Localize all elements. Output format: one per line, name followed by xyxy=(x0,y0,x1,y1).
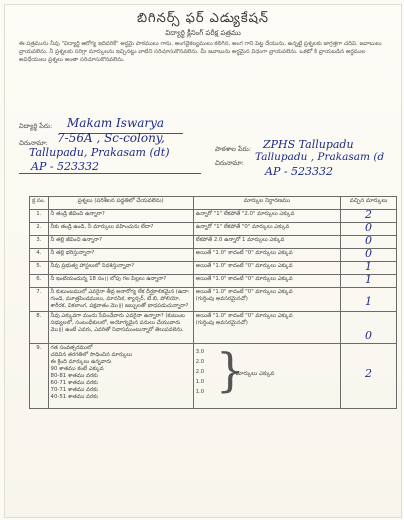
row-serial: 8. xyxy=(30,312,49,344)
table-row xyxy=(30,344,397,409)
marks-scale-values xyxy=(196,347,204,397)
school-address-label: చిరునామా: xyxy=(215,159,244,167)
row-marking: అయితే "1.0" కాదంటే "0" మార్కులు ఎక్కువ xyxy=(193,262,340,275)
scale-value: 1.0 xyxy=(195,379,205,385)
row-question: నీకు తండ్రి ఉండి, నీ మార్కులు వహించును లేదా? xyxy=(48,223,193,236)
row-serial: 4. xyxy=(30,249,49,262)
row-score: 1 xyxy=(365,260,373,273)
row-question: నీవు ఎక్కువగా మందు సేవించేవారు ఎవరైనా ఉన్నారా? (కుటుంబ సభ్యులలో, సంబంధీకులలో, అయోగ్యమైన పనులు చేయువారు మొ॥) ఉంటే ఎవరు, ఎవరితో నివాసముంటున్నారో తెలుపవలెను. xyxy=(48,312,193,344)
school-address-line-1: Tallupadu , Prakasam (d xyxy=(255,151,385,163)
row-marking xyxy=(193,344,340,409)
scale-value: 2.0 xyxy=(195,369,205,375)
student-address-line-3: AP - 523332 xyxy=(31,160,100,173)
table-row xyxy=(30,275,397,288)
row9-line: 70-71 శాతము వరకు xyxy=(50,387,98,393)
curly-brace: } xyxy=(215,343,246,397)
row-serial: 6. xyxy=(30,275,49,288)
row9-line: 60-71 శాతము వరకు xyxy=(50,380,98,386)
row-marking xyxy=(193,288,340,312)
row-score: 2 xyxy=(365,367,373,380)
row-marking-line-1: అయితే "1.0" కాదంటే "0" మార్కులు ఎక్కువ xyxy=(195,289,293,295)
table-row xyxy=(30,210,397,223)
row-marking: ఉన్నారో "1" లేకపోతే "0" మార్కులు ఎక్కువ xyxy=(193,223,340,236)
row9-line: 80-81 శాతము వరకు xyxy=(50,373,98,379)
row9-line: ఈ క్రింది మార్కులు ఉన్నవారు xyxy=(50,359,112,365)
school-address-line-2: AP - 523332 xyxy=(265,165,334,178)
row-serial: 7. xyxy=(30,288,49,312)
row-question: నీ తండ్రి జీవించి ఉన్నారా? xyxy=(48,210,193,223)
scale-value: 1.0 xyxy=(195,389,205,395)
row-score: 0 xyxy=(365,234,373,247)
student-name-label: విద్యార్థి పేరు: xyxy=(19,122,53,130)
row-score: 0 xyxy=(365,221,373,234)
row-marking-line-2: (గుర్తింపు అవసరమైనచో) xyxy=(195,296,248,302)
row-marking: అయితే "1.0" కాదంటే "0" మార్కులు ఎక్కువ xyxy=(193,249,340,262)
header-serial: క్ర.సం. xyxy=(30,197,49,210)
school-name-value: ZPHS Tallupadu xyxy=(263,138,354,151)
row9-line: చదివిన తరగతిలో సాధించిన మార్కులు xyxy=(50,352,133,358)
table-header-row xyxy=(30,197,397,210)
header-question: ప్రశ్నలు (పరిశీలన పద్ధతిలో చేయవలెను) xyxy=(48,197,193,210)
student-name-value: Makam Iswarya xyxy=(67,116,165,130)
row9-line: 40-51 శాతము వరకు xyxy=(50,394,98,400)
row-score: 1 xyxy=(365,295,373,308)
table-row xyxy=(30,223,397,236)
row-serial: 5. xyxy=(30,262,49,275)
student-address-line-2: Tallupadu, Prakasam (dt) xyxy=(29,146,170,159)
row-marking: లేకపోతే 2.0 ఉన్నారో 1 మార్కులు ఎక్కువ xyxy=(193,236,340,249)
row-question: నీ తల్లి భరిస్తున్నారా? xyxy=(48,249,193,262)
header-marking: మార్కుల నిర్ధారణము xyxy=(193,197,340,210)
table-row xyxy=(30,249,397,262)
row-score: 0 xyxy=(365,247,373,260)
student-address-label: చిరునామా: xyxy=(19,139,48,147)
row9-line: 90 శాతము కంటే ఎక్కువ xyxy=(50,366,104,372)
row-question: నీ కుటుంబములో ఎవరైనా తీవ్ర అనారోగ్య లేక దీర్ఘకాలికమైన (ఉదా: గుండె, మూత్రపిండములు, మానసిక, క్యాన్సర్, టి.బి, పోలియో, శారీరక, వికలాంగ, పక్షవాతం మొ॥) జబ్బులతో బాధపడుచున్నారా? xyxy=(48,288,193,312)
address-underline xyxy=(19,173,201,174)
evaluation-table xyxy=(29,196,397,409)
marks-scale xyxy=(196,345,338,407)
row-serial: 9. xyxy=(30,344,49,409)
row-marking: ఉన్నారో "1" లేకపోతే "2.0" మార్కులు ఎక్కువ xyxy=(193,210,340,223)
scale-value: 2.0 xyxy=(195,359,205,365)
row-score: 0 xyxy=(365,329,373,342)
row-question: నీ తల్లి జీవించి ఉన్నారా? xyxy=(48,236,193,249)
row-serial: 1. xyxy=(30,210,49,223)
row9-heading: గత సంవత్సరములో xyxy=(50,345,93,351)
row-marking-line-2: (గుర్తింపు అవసరమైనచో) xyxy=(195,320,248,326)
worksheet-page xyxy=(4,4,402,518)
row-marking-line-1: అయితే "1.0" కాదంటే "0" మార్కులు ఎక్కువ xyxy=(195,313,293,319)
row-marking: అయితే "1.0" కాదంటే "0" మార్కులు ఎక్కువ xyxy=(193,275,340,288)
student-address-line-1: 7-56A , Sc-colony, xyxy=(57,131,165,145)
row-question: నీవు ప్రభుత్వ హాస్టలులో నివశిస్తున్నావా? xyxy=(48,262,193,275)
row-serial: 2. xyxy=(30,223,49,236)
page-subtitle: విద్యార్థి క్లీనింగ్ పరీక్ష పత్రము xyxy=(165,29,241,37)
row-question xyxy=(48,344,193,409)
header-score: వచ్చిన మార్కులు xyxy=(341,197,397,210)
marks-note: మార్కులు ఎక్కువ xyxy=(235,371,275,377)
row-score: 2 xyxy=(365,208,373,221)
intro-paragraph: ఈ పత్రమును నీవు "విద్యార్థి ఆరోగ్య ఇదివరికే" అర్థమై పాఠములు గాను, అంగవైకల్యములు కలిగిన, అంగ గాని పెట్ట దేయును, ఉన్నట్టి ప్రశ్నలకు జాగ్రత్తగా చదివి, జవాబులు వ్రాయవలెను. నీ ప్రశ్నలకు సరిగ్గా మార్కులను ఇచ్చినట్టు వాటిని సరిచూసుకొనవలెను. మీ జవాబును అర్థమైన విధంగా వ్రాయవలెను. ఒకటో కి వ్రాయబడిన అర్థముల అవిధేయులు ప్రశ్నలు అంతా సరిచూసుకొనవలెను. xyxy=(19,41,382,63)
table-row xyxy=(30,288,397,312)
row-question: నీ ఇంటియందున్న 18 సం।। లోపు గల పిల్లలు ఉన్నారా? xyxy=(48,275,193,288)
row-serial: 3. xyxy=(30,236,49,249)
page-title: బిగినర్స్ ఫర్ ఎడ్యుకేషన్ xyxy=(136,11,270,26)
row-marking xyxy=(193,312,340,344)
school-name-label: పాఠశాల పేరు: xyxy=(215,145,251,153)
table-row xyxy=(30,236,397,249)
table-row xyxy=(30,312,397,344)
row-score: 1 xyxy=(365,273,373,286)
table-row xyxy=(30,262,397,275)
scale-value: 3.0 xyxy=(195,349,205,355)
